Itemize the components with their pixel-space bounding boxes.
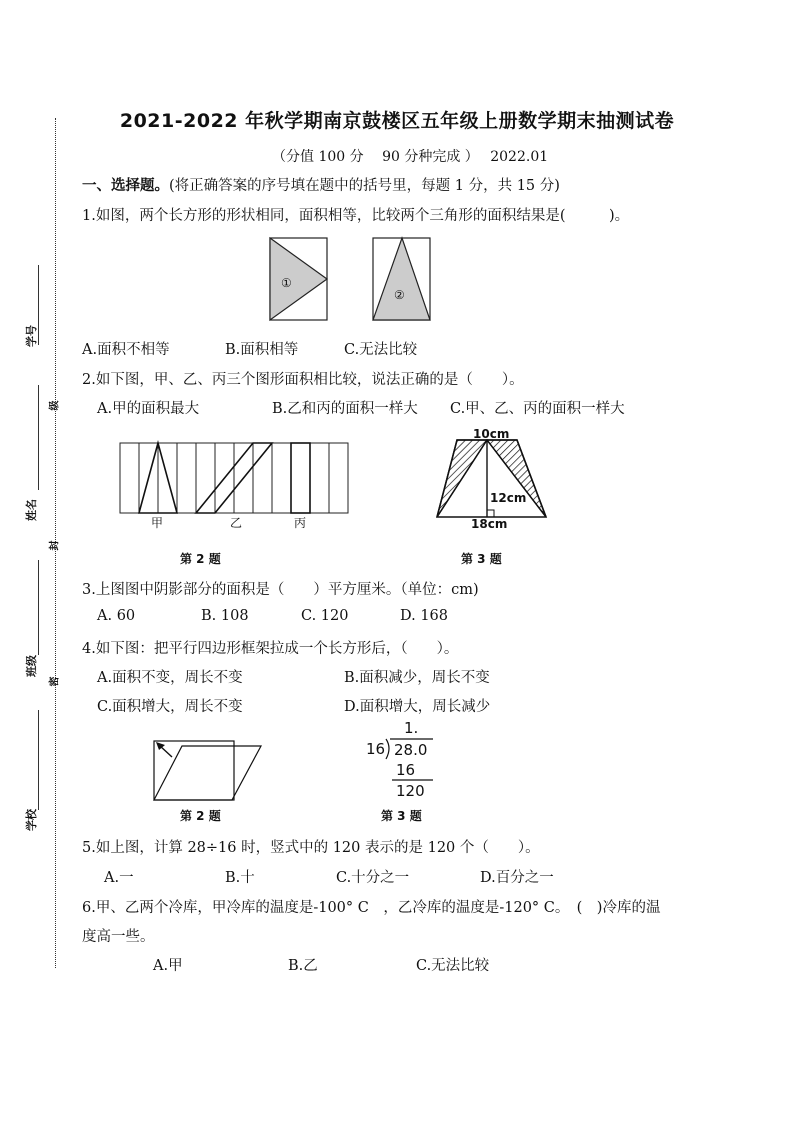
q6-text-line1: 6.甲、乙两个冷库，甲冷库的温度是-100° C ，乙冷库的温度是-120° C。 ( )冷库的温 (82, 900, 661, 916)
q2-label-yi: 乙 (230, 516, 243, 530)
q1-text: 1.如图，两个长方形的形状相同，面积相等，比较两个三角形的面积结果是( )。 (82, 208, 630, 224)
q6-text-line2: 度高一些。 (82, 929, 155, 945)
side-label-name: 姓名 (25, 499, 38, 521)
side-label-student-number: 学号 (25, 325, 38, 347)
q1-option-b: B.面积相等 (225, 342, 299, 358)
division-dividend: 28.0 (394, 741, 428, 759)
side-label-ji: 级 (49, 400, 61, 411)
q2-label-bing: 丙 (294, 516, 307, 530)
q3-caption: 第 3 题 (461, 552, 502, 566)
division-step2: 120 (396, 782, 425, 800)
q4-text: 4.如下图：把平行四边形框架拉成一个长方形后，（ ）。 (82, 641, 459, 657)
q1-option-a: A.面积不相等 (82, 342, 170, 358)
section-instruction: (将正确答案的序号填在题中的括号里，每题 1 分，共 15 分) (169, 178, 560, 194)
q2-text: 2.如下图，甲、乙、丙三个图形面积相比较，说法正确的是（ ）。 (82, 372, 524, 388)
q4-option-c: C.面积增大，周长不变 (97, 699, 243, 715)
q4-option-d: D.面积增大，周长减少 (344, 699, 491, 715)
q2-option-b: B.乙和丙的面积一样大 (272, 401, 418, 417)
section-heading: 一、选择题。 (82, 178, 169, 194)
q3-option-c: C. 120 (301, 608, 349, 624)
page-subtitle: （分值 100 分 90 分种完成 ） 2022.01 (272, 149, 549, 165)
q1-option-c: C.无法比较 (344, 342, 418, 358)
q6-option-b: B.乙 (288, 958, 318, 974)
q2-caption: 第 2 题 (180, 552, 221, 566)
q3-label-height: 12cm (490, 491, 527, 505)
page-title: 2021-2022 年秋学期南京鼓楼区五年级上册数学期末抽测试卷 (119, 110, 675, 132)
q4-caption-2: 第 2 题 (180, 809, 221, 823)
q3-option-d: D. 168 (400, 608, 449, 624)
q4-caption-3: 第 3 题 (381, 809, 422, 823)
q5-option-c: C.十分之一 (336, 870, 410, 886)
side-label-school: 学校 (25, 809, 38, 831)
q3-label-top: 10cm (473, 427, 510, 441)
q4-option-a: A.面积不变，周长不变 (97, 670, 243, 686)
q4-option-b: B.面积减少，周长不变 (344, 670, 490, 686)
q6-option-c: C.无法比较 (416, 958, 490, 974)
q3-option-b: B. 108 (201, 608, 249, 624)
q2-option-a: A.甲的面积最大 (97, 401, 200, 417)
q5-option-a: A.一 (104, 870, 134, 886)
q2-label-jia: 甲 (151, 516, 164, 530)
q2-option-c: C.甲、乙、丙的面积一样大 (450, 401, 625, 417)
q1-label-1: ① (281, 276, 292, 290)
q3-option-a: A. 60 (97, 608, 136, 624)
q5-option-d: D.百分之一 (480, 870, 554, 886)
q5-text: 5.如上图，计算 28÷16 时，竖式中的 120 表示的是 120 个（ ）。 (82, 840, 540, 856)
division-step1: 16 (396, 761, 416, 779)
side-label-feng: 封 (49, 540, 61, 551)
division-quotient: 1. (404, 719, 419, 737)
q1-label-2: ② (394, 288, 405, 302)
side-label-class: 班级 (25, 655, 38, 677)
q6-option-a: A.甲 (153, 958, 183, 974)
q3-text: 3.上图图中阴影部分的面积是（ ）平方厘米。（单位：cm) (82, 582, 479, 598)
division-divisor: 16 (366, 740, 386, 758)
side-label-mi: 密 (49, 676, 61, 687)
q5-option-b: B.十 (225, 870, 255, 886)
q3-label-bottom: 18cm (471, 517, 508, 531)
